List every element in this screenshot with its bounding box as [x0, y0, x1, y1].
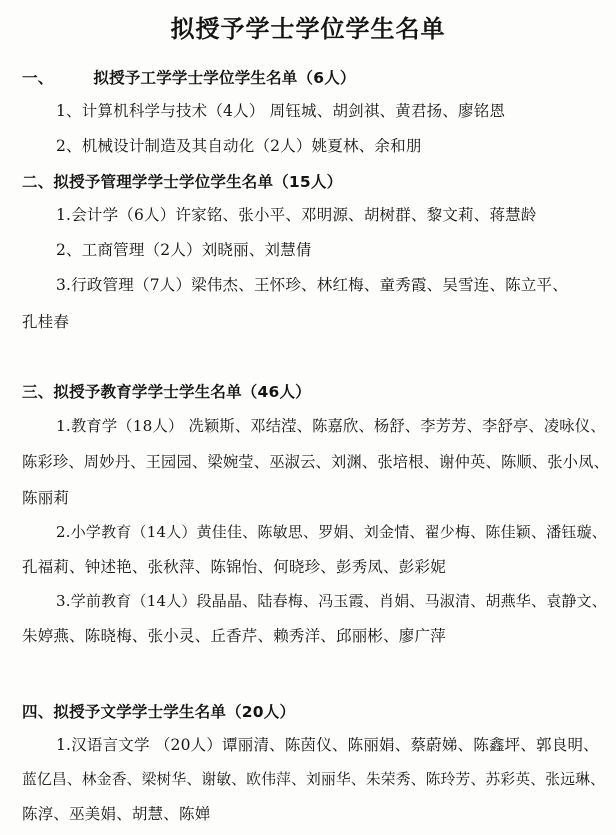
- list-item: 2.小学教育（14人）黄佳佳、陈敏思、罗娟、刘金情、翟少梅、陈佳颖、潘钰璇、: [56, 523, 608, 541]
- section-title: 拟授予教育学学士学生名单（46人）: [53, 383, 311, 401]
- list-item-continuation: 陈丽莉: [22, 489, 70, 507]
- section-number: 四、: [22, 703, 54, 721]
- list-item-continuation: 陈淳、巫美娟、胡慧、陈婵: [22, 805, 211, 823]
- list-item: 3.学前教育（14人）段晶晶、陆春梅、冯玉霞、肖娟、马淑清、胡燕华、袁静文、: [56, 592, 608, 610]
- section-title: 拟授予管理学学士学位学生名单（15人）: [53, 173, 343, 191]
- list-item-continuation: 蓝亿昌、林金香、梁树华、谢敏、欧伟萍、刘丽华、朱荣秀、陈玲芳、苏彩英、张远琳、: [22, 771, 606, 788]
- section-title: 拟授予文学学士学生名单（20人）: [53, 703, 296, 721]
- list-item: 1.汉语言文学 （20人）谭丽清、陈茵仪、陈丽娟、蔡蔚娣、陈鑫坪、郭良明、: [56, 736, 599, 754]
- list-item: 1、计算机科学与技术（4人） 周钰城、胡剑祺、黄君扬、廖铭恩: [56, 102, 506, 120]
- list-item: 2、机械设计制造及其自动化（2人）姚夏林、余和朋: [56, 137, 422, 155]
- section-heading: [22, 380, 311, 404]
- section-heading: [22, 700, 295, 724]
- list-item-continuation: 陈彩珍、周妙丹、王园园、梁婉莹、巫淑云、刘渊、张培根、谢仲英、陈顺、张小凤、: [22, 453, 610, 471]
- section-number: 二、: [22, 173, 54, 191]
- section-title: 拟授予工学学士学位学生名单（6人）: [93, 69, 356, 87]
- section-heading: [22, 66, 356, 90]
- page-title: 拟授予学士学位学生名单: [170, 15, 446, 43]
- section-number: 一、: [22, 69, 54, 87]
- list-item: 2、工商管理（2人）刘晓丽、刘慧倩: [56, 241, 312, 259]
- list-item: 1.教育学（18人） 冼颖斯、邓结滢、陈嘉欣、杨舒、李芳芳、李舒亭、凌咏仪、: [56, 417, 606, 435]
- list-item: 3.行政管理（7人）梁伟杰、王怀珍、林红梅、童秀霞、吴雪连、陈立平、: [56, 276, 568, 294]
- section-heading: [22, 170, 342, 194]
- list-item-continuation: 朱婷燕、陈晓梅、张小灵、丘香芹、赖秀洋、邱丽彬、廖广萍: [22, 627, 446, 645]
- list-item-continuation: 孔福莉、钟述艳、张秋萍、陈锦怡、何晓珍、彭秀凤、彭彩妮: [22, 558, 446, 576]
- list-item-continuation: 孔桂春: [22, 313, 70, 331]
- list-item: 1.会计学（6人）许家铭、张小平、邓明源、胡树群、黎文莉、蒋慧龄: [56, 206, 537, 224]
- section-number: 三、: [22, 383, 54, 401]
